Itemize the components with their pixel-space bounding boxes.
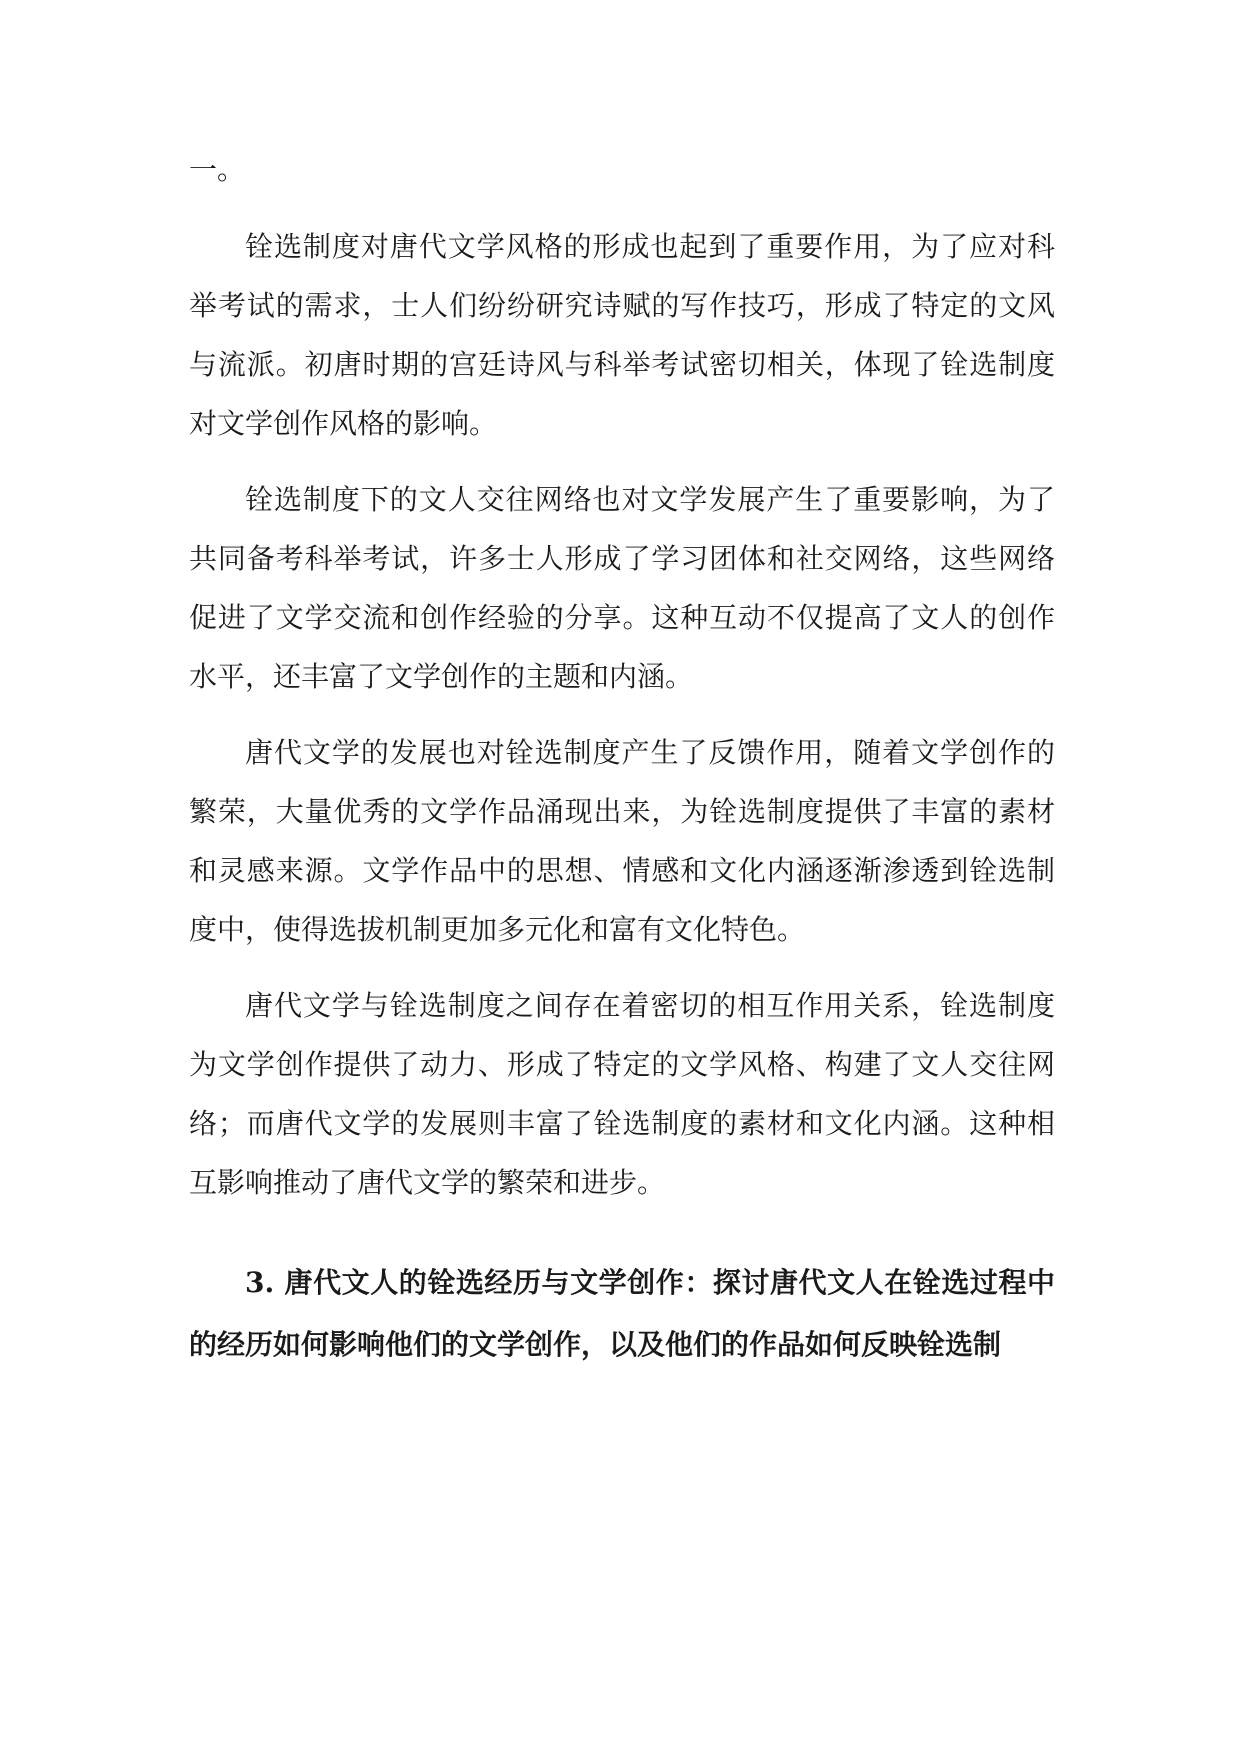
continuation-text: 一。 <box>189 153 246 186</box>
paragraph-literary-style: 铨选制度对唐代文学风格的形成也起到了重要作用，为了应对科举考试的需求，士人们纷纷研究诗赋的写作技巧，形成了特定的文风与流派。初唐时期的宫廷诗风与科举考试密切相关，体现了铨选制度对文学创作风格的影响。 <box>189 230 1055 440</box>
paragraph-gap <box>189 453 1055 470</box>
paragraph-feedback: 唐代文学的发展也对铨选制度产生了反馈作用，随着文学创作的繁荣，大量优秀的文学作品涌现出来，为铨选制度提供了丰富的素材和灵感来源。文学作品中的思想、情感和文化内涵逐渐渗透到铨选制度中，使得选拔机制更加多元化和富有文化特色。 <box>189 736 1055 946</box>
paragraph-social-network: 铨选制度下的文人交往网络也对文学发展产生了重要影响，为了共同备考科举考试，许多士人形成了学习团体和社交网络，这些网络促进了文学交流和创作经验的分享。这种互动不仅提高了文人的创作水平，还丰富了文学创作的主题和内涵。 <box>189 483 1055 693</box>
paragraph-summary: 唐代文学与铨选制度之间存在着密切的相互作用关系，铨选制度为文学创作提供了动力、形成了特定的文学风格、构建了文人交往网络；而唐代文学的发展则丰富了铨选制度的素材和文化内涵。这种相互影响推动了唐代文学的繁荣和进步。 <box>189 989 1055 1199</box>
document-page <box>189 140 1055 1376</box>
paragraph-gap <box>189 959 1055 976</box>
paragraph-gap <box>189 706 1055 723</box>
section-gap <box>189 1212 1055 1252</box>
section-heading: 3. 唐代文人的铨选经历与文学创作：探讨唐代文人在铨选过程中的经历如何影响他们的文学创作，以及他们的作品如何反映铨选制 <box>189 1266 1055 1361</box>
